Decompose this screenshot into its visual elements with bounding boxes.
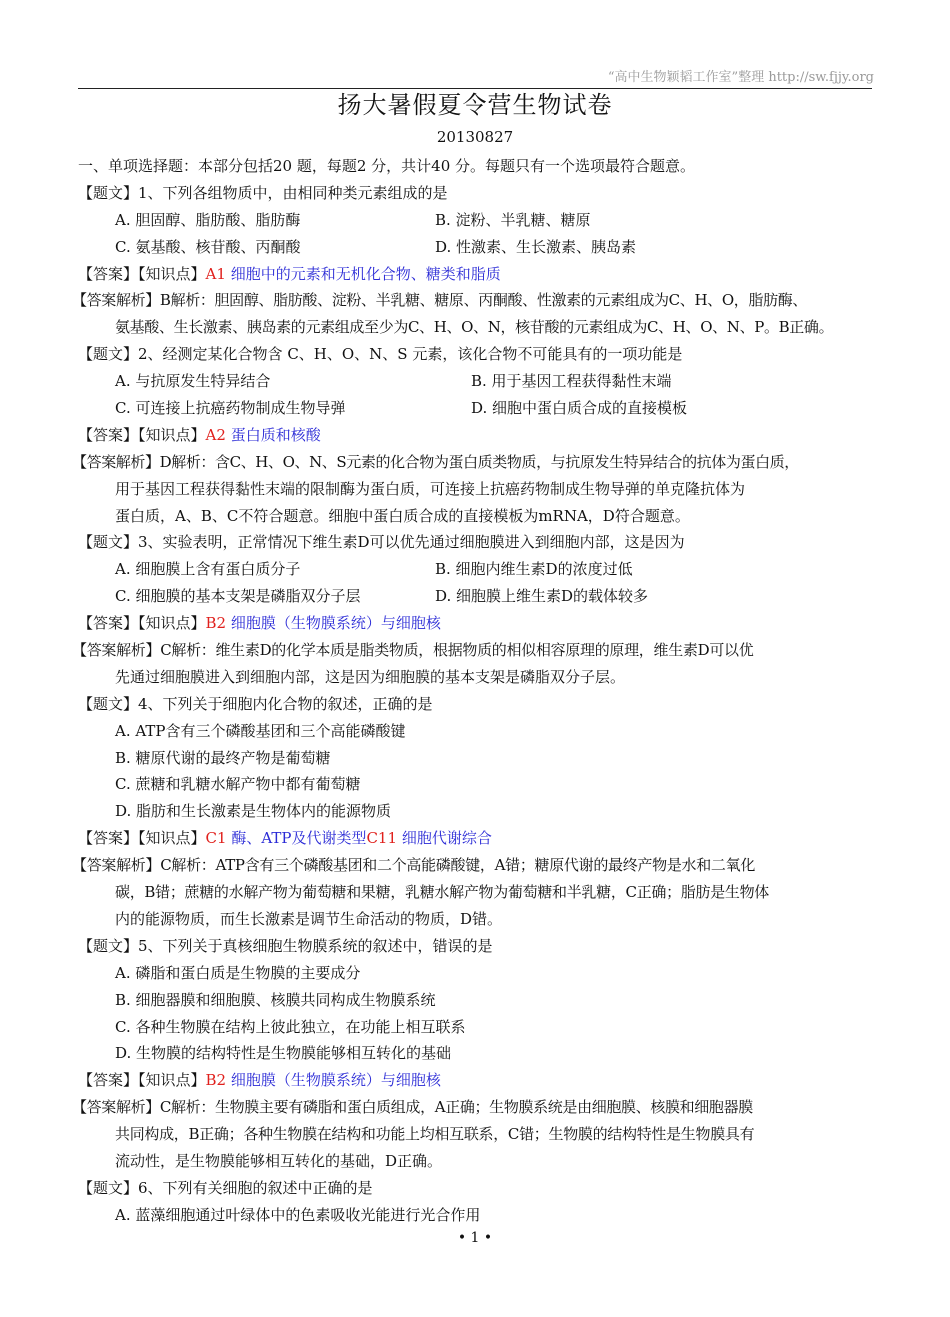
question-2-option-c: C. 可连接上抗癌药物制成生物导弹 bbox=[115, 399, 346, 418]
kp-prefix: 【答案】【知识点】 bbox=[78, 264, 206, 283]
kp-prefix: 【答案】【知识点】 bbox=[78, 1071, 206, 1090]
kp-code-2: C11 bbox=[366, 829, 398, 848]
kp-code: B2 bbox=[205, 1071, 227, 1090]
question-4-stem: 【题文】4、下列关于细胞内化合物的叙述，正确的是 bbox=[78, 694, 433, 713]
question-1-option-b: B. 淀粉、半乳糖、糖原 bbox=[435, 210, 591, 229]
kp-prefix: 【答案】【知识点】 bbox=[78, 614, 206, 633]
question-2-analysis-line-3: 蛋白质，A、B、C不符合题意。细胞中蛋白质合成的直接模板为mRNA，D符合题意。 bbox=[115, 506, 690, 525]
page-title: 扬大暑假夏令营生物试卷 bbox=[337, 91, 613, 119]
kp-code: A2 bbox=[205, 425, 226, 444]
question-4-analysis-line-1: 【答案解析】C解析：ATP含有三个磷酸基团和二个高能磷酸键，A错；糖原代谢的最终产物是水和二氧化 bbox=[72, 856, 756, 875]
question-6-stem: 【题文】6、下列有关细胞的叙述中正确的是 bbox=[78, 1178, 373, 1197]
question-4-option-b: B. 糖原代谢的最终产物是葡萄糖 bbox=[115, 748, 331, 767]
question-1-analysis-line-2: 氨基酸、生长激素、胰岛素的元素组成至少为C、H、O、N，核苷酸的元素组成为C、H、O、N、P。B正确。 bbox=[115, 318, 834, 337]
question-4-analysis-line-3: 内的能源物质，而生长激素是调节生命活动的物质，D错。 bbox=[115, 909, 503, 928]
question-5-option-c: C. 各种生物膜在结构上彼此独立，在功能上相互联系 bbox=[115, 1017, 466, 1036]
question-1-stem: 【题文】1、下列各组物质中，由相同种类元素组成的是 bbox=[78, 183, 448, 202]
question-1-option-d: D. 性激素、生长激素、胰岛素 bbox=[435, 237, 637, 256]
question-1-options-cd bbox=[78, 234, 878, 261]
question-5-option-d: D. 生物膜的结构特性是生物膜能够相互转化的基础 bbox=[115, 1044, 452, 1063]
question-3-analysis-line-1: 【答案解析】C解析：维生素D的化学本质是脂类物质，根据物质的相似相容原理的原理，维生素D可以优 bbox=[72, 641, 754, 660]
kp-text: 蛋白质和核酸 bbox=[230, 425, 321, 444]
question-3-stem: 【题文】3、实验表明，正常情况下维生素D可以优先通过细胞膜进入到细胞内部，这是因为 bbox=[78, 533, 685, 552]
question-1-option-c: C. 氨基酸、核苷酸、丙酮酸 bbox=[115, 237, 301, 256]
question-4-option-c: C. 蔗糖和乳糖水解产物中都有葡萄糖 bbox=[115, 775, 361, 794]
question-5-analysis-line-2: 共同构成，B正确；各种生物膜在结构和功能上均相互联系，C错；生物膜的结构特性是生物膜具有 bbox=[115, 1125, 755, 1144]
question-5-analysis-line-3: 流动性，是生物膜能够相互转化的基础，D正确。 bbox=[115, 1151, 443, 1170]
question-2-options-cd bbox=[78, 395, 878, 422]
kp-text-2: 细胞代谢综合 bbox=[401, 829, 492, 848]
question-2-analysis-line-1: 【答案解析】D解析：含C、H、O、N、S元素的化合物为蛋白质类物质，与抗原发生特异结合的抗体为蛋白质， bbox=[72, 452, 799, 471]
question-3-option-a: A. 细胞膜上含有蛋白质分子 bbox=[115, 560, 301, 579]
section-heading: 一、单项选择题：本部分包括20 题，每题2 分，共计40 分。每题只有一个选项最符合题意。 bbox=[78, 157, 696, 175]
question-4-analysis-line-2: 碳，B错；蔗糖的水解产物为葡萄糖和果糖，乳糖水解产物为葡萄糖和半乳糖，C正确；脂肪是生物体 bbox=[115, 883, 770, 902]
question-content bbox=[72, 153, 878, 1229]
question-3-option-c: C. 细胞膜的基本支架是磷脂双分子层 bbox=[115, 587, 361, 606]
question-5-knowledge-point bbox=[78, 1067, 878, 1094]
question-2-option-d: D. 细胞中蛋白质合成的直接模板 bbox=[471, 399, 688, 418]
kp-prefix: 【答案】【知识点】 bbox=[78, 829, 206, 848]
question-2-option-a: A. 与抗原发生特异结合 bbox=[115, 372, 271, 391]
question-4-option-a: A. ATP含有三个磷酸基团和三个高能磷酸键 bbox=[115, 721, 406, 740]
kp-code: C1 bbox=[205, 829, 227, 848]
kp-code: B2 bbox=[205, 614, 227, 633]
question-5-option-b: B. 细胞器膜和细胞膜、核膜共同构成生物膜系统 bbox=[115, 990, 436, 1009]
page-number: • 1 • bbox=[457, 1230, 493, 1246]
question-2-option-b: B. 用于基因工程获得黏性末端 bbox=[471, 372, 672, 391]
kp-text: 细胞膜（生物膜系统）与细胞核 bbox=[230, 614, 441, 633]
question-3-options-ab bbox=[78, 556, 878, 583]
question-4-knowledge-point bbox=[78, 825, 878, 852]
header-note: “高中生物颖韬工作室”整理 http://sw.fjjy.org bbox=[607, 70, 874, 85]
exam-date: 20130827 bbox=[436, 128, 514, 146]
question-1-option-a: A. 胆固醇、脂肪酸、脂肪酶 bbox=[115, 210, 301, 229]
question-2-options-ab bbox=[78, 368, 878, 395]
kp-text: 细胞膜（生物膜系统）与细胞核 bbox=[230, 1071, 441, 1090]
question-1-options-ab bbox=[78, 207, 878, 234]
kp-prefix: 【答案】【知识点】 bbox=[78, 425, 206, 444]
question-1-knowledge-point bbox=[78, 261, 878, 288]
question-5-stem: 【题文】5、下列关于真核细胞生物膜系统的叙述中，错误的是 bbox=[78, 936, 493, 955]
question-3-options-cd bbox=[78, 583, 878, 610]
question-2-analysis-line-2: 用于基因工程获得黏性末端的限制酶为蛋白质，可连接上抗癌药物制成生物导弹的单克隆抗体为 bbox=[115, 479, 746, 498]
kp-text: 细胞中的元素和无机化合物、糖类和脂质 bbox=[230, 264, 501, 283]
question-3-analysis-line-2: 先通过细胞膜进入到细胞内部，这是因为细胞膜的基本支架是磷脂双分子层。 bbox=[115, 667, 626, 686]
kp-text: 酶、ATP及代谢类型 bbox=[231, 829, 367, 848]
question-1-analysis-line-1: 【答案解析】B解析：胆固醇、脂肪酸、淀粉、半乳糖、糖原、丙酮酸、性激素的元素组成为C、H、O，脂肪酶、 bbox=[72, 291, 808, 310]
question-5-option-a: A. 磷脂和蛋白质是生物膜的主要成分 bbox=[115, 963, 361, 982]
question-2-stem: 【题文】2、经测定某化合物含 C、H、O、N、S 元素，该化合物不可能具有的一项功能是 bbox=[78, 345, 683, 364]
question-2-knowledge-point bbox=[78, 422, 878, 449]
question-6-option-a: A. 蓝藻细胞通过叶绿体中的色素吸收光能进行光合作用 bbox=[115, 1205, 481, 1224]
question-3-knowledge-point bbox=[78, 610, 878, 637]
question-3-option-b: B. 细胞内维生素D的浓度过低 bbox=[435, 560, 633, 579]
question-5-analysis-line-1: 【答案解析】C解析：生物膜主要有磷脂和蛋白质组成，A正确；生物膜系统是由细胞膜、核膜和细胞器膜 bbox=[72, 1098, 753, 1117]
question-3-option-d: D. 细胞膜上维生素D的载体较多 bbox=[435, 587, 649, 606]
question-4-option-d: D. 脂肪和生长激素是生物体内的能源物质 bbox=[115, 802, 392, 821]
kp-code: A1 bbox=[205, 264, 226, 283]
